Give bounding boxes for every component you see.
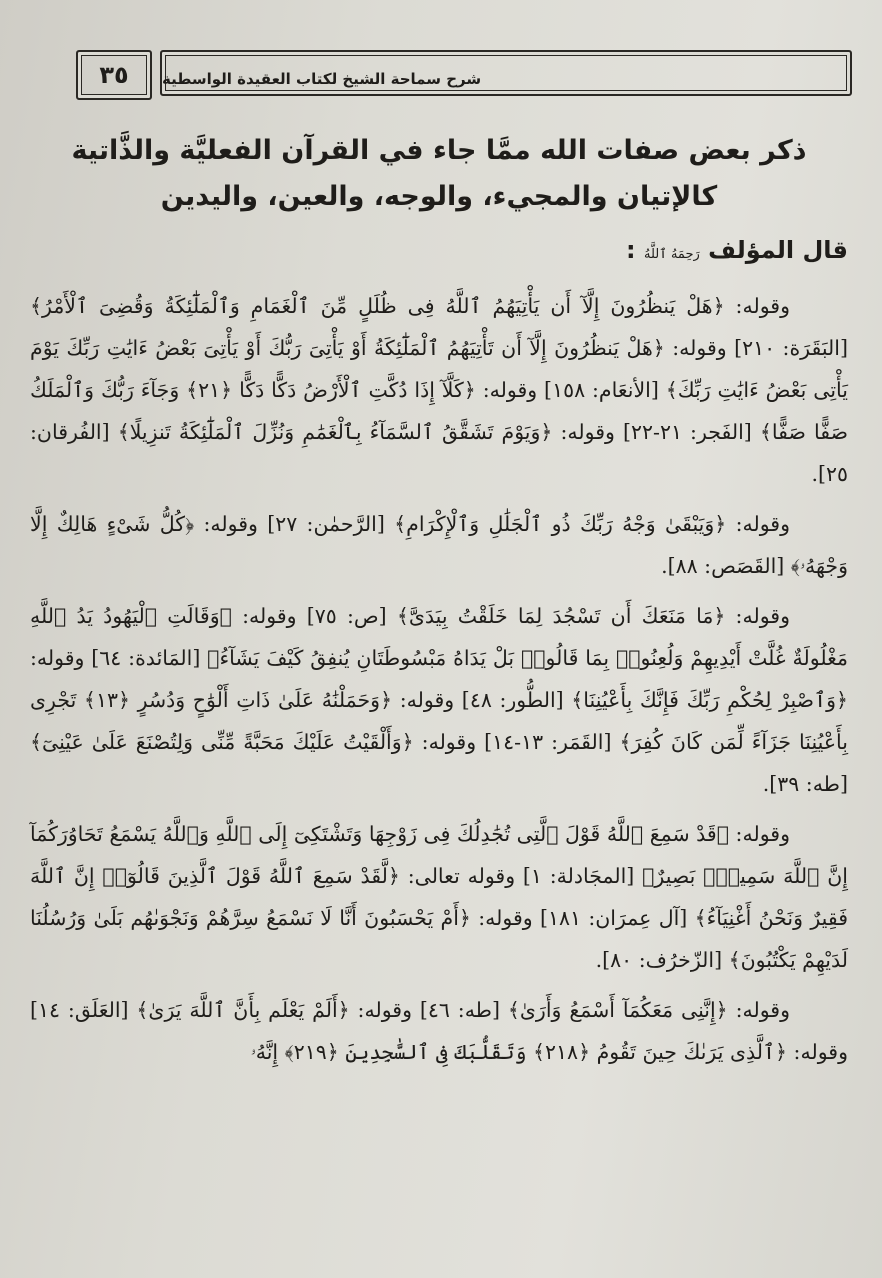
- page-header: [76, 50, 852, 102]
- paragraph-1: [30, 285, 848, 495]
- paragraph-text: وقوله: ﴿وَيَبْقَىٰ وَجْهُ رَبِّكَ ذُو ٱلْجَلَٰلِ وَٱلْإِكْرَامِ﴾ [الرَّحمٰن: ٢٧] وقوله: ﴿كُلُّ شَىْءٍ هَالِكٌ إِلَّا وَجْهَهُۥ﴾ [القَصَص: ٨٨].: [30, 512, 848, 578]
- paragraph-text: وقوله: ﴿قَدْ سَمِعَ ٱللَّهُ قَوْلَ ٱلَّتِى تُجَٰدِلُكَ فِى زَوْجِهَا وَتَشْتَكِىٓ إِلَى ٱللَّهِ وَٱللَّهُ يَسْمَعُ تَحَاوُرَكُمَآ إِنَّ ٱللَّهَ سَمِيعٌۢ بَصِيرٌ﴾ [المجَادلة: ١] وقوله تعالى: ﴿لَّقَدْ سَمِعَ ٱللَّهُ قَوْلَ ٱلَّذِينَ قَالُوٓا۟ إِنَّ ٱللَّهَ فَقِيرٌ وَنَحْنُ أَغْنِيَآءُ﴾ [آل عِمرَان: ١٨١] وقوله: ﴿أَمْ يَحْسَبُونَ أَنَّا لَا نَسْمَعُ سِرَّهُمْ وَنَجْوَىٰهُم بَلَىٰ وَرُسُلُنَا لَدَيْهِمْ يَكْتُبُونَ﴾ [الزّخرُف: ٨٠].: [30, 822, 848, 972]
- paragraph-5: [30, 989, 848, 1073]
- running-title: شرح سماحة الشيخ لكتاب العقيدة الواسطية: [160, 50, 852, 96]
- chapter-title-line-1: ذكر بعض صفات الله ممَّا جاء في القرآن الفعليَّة والذَّاتية: [71, 135, 807, 166]
- paragraph-text: وقوله: ﴿مَا مَنَعَكَ أَن تَسْجُدَ لِمَا خَلَقْتُ بِيَدَىَّ﴾ [ص: ٧٥] وقوله: ﴿وَقَالَتِ ٱلْيَهُودُ يَدُ ٱللَّهِ مَغْلُولَةٌ غُلَّتْ أَيْدِيهِمْ وَلُعِنُوا۟ بِمَا قَالُوا۟ بَلْ يَدَاهُ مَبْسُوطَتَانِ يُنفِقُ كَيْفَ يَشَآءُ﴾ [المَائدة: ٦٤] وقوله: ﴿وَٱصْبِرْ لِحُكْمِ رَبِّكَ فَإِنَّكَ بِأَعْيُنِنَا﴾ [الطُّور: ٤٨] وقوله: ﴿وَحَمَلْنَٰهُ عَلَىٰ ذَاتِ أَلْوَٰحٍ وَدُسُرٍ ﴿١٣﴾ تَجْرِى بِأَعْيُنِنَا جَزَآءً لِّمَن كَانَ كُفِرَ﴾ [القَمَر: ١٣-١٤] وقوله: ﴿وَأَلْقَيْتُ عَلَيْكَ مَحَبَّةً مِّنِّى وَلِتُصْنَعَ عَلَىٰ عَيْنِىٓ﴾ [طه: ٣٩].: [30, 604, 849, 796]
- paragraph-3: [30, 595, 848, 805]
- author-statement: [30, 232, 848, 273]
- paragraph-2: [30, 503, 848, 587]
- page-content: [30, 128, 848, 1081]
- paragraph-text: وقوله: ﴿إِنَّنِى مَعَكُمَآ أَسْمَعُ وَأَرَىٰ﴾ [طه: ٤٦] وقوله: ﴿أَلَمْ يَعْلَم بِأَنَّ ٱللَّهَ يَرَىٰ﴾ [العَلَق: ١٤] وقوله: ﴿ٱلَّذِى يَرَىٰكَ حِينَ تَقُومُ ﴿٢١٨﴾ وَتَقَلُّبَكَ فِى ٱلسَّٰجِدِينَ ﴿٢١٩﴾ إِنَّهُۥ: [30, 998, 848, 1064]
- paragraph-4: [30, 813, 848, 981]
- chapter-title-line-2: كالإتيان والمجيء، والوجه، والعين، واليدين: [160, 181, 718, 212]
- page-number: ٣٥: [76, 50, 152, 100]
- paragraph-text: وقوله: ﴿هَلْ يَنظُرُونَ إِلَّآ أَن يَأْتِيَهُمُ ٱللَّهُ فِى ظُلَلٍ مِّنَ ٱلْغَمَامِ وَٱلْمَلَٰٓئِكَةُ وَقُضِىَ ٱلْأَمْرُ﴾ [البَقَرَة: ٢١٠] وقوله: ﴿هَلْ يَنظُرُونَ إِلَّآ أَن تَأْتِيَهُمُ ٱلْمَلَٰٓئِكَةُ أَوْ يَأْتِىَ رَبُّكَ أَوْ يَأْتِىَ بَعْضُ ءَايَٰتِ رَبِّكَ يَوْمَ يَأْتِى بَعْضُ ءَايَٰتِ رَبِّكَ﴾ [الأنعَام: ١٥٨] وقوله: ﴿كَلَّآ إِذَا دُكَّتِ ٱلْأَرْضُ دَكًّا دَكًّا ﴿٢١﴾ وَجَآءَ رَبُّكَ وَٱلْمَلَكُ صَفًّا صَفًّا﴾ [الفَجر: ٢١-٢٢] وقوله: ﴿وَيَوْمَ تَشَقَّقُ ٱلسَّمَآءُ بِٱلْغَمَٰمِ وَنُزِّلَ ٱلْمَلَٰٓئِكَةُ تَنزِيلًا﴾ [الفُرقان: ٢٥].: [30, 294, 848, 486]
- author-label: قال المؤلف: [708, 236, 848, 264]
- author-colon: :: [626, 236, 636, 264]
- author-honorific: رَحِمَهُ ٱللَّهُ: [643, 247, 700, 262]
- chapter-title: [30, 128, 848, 220]
